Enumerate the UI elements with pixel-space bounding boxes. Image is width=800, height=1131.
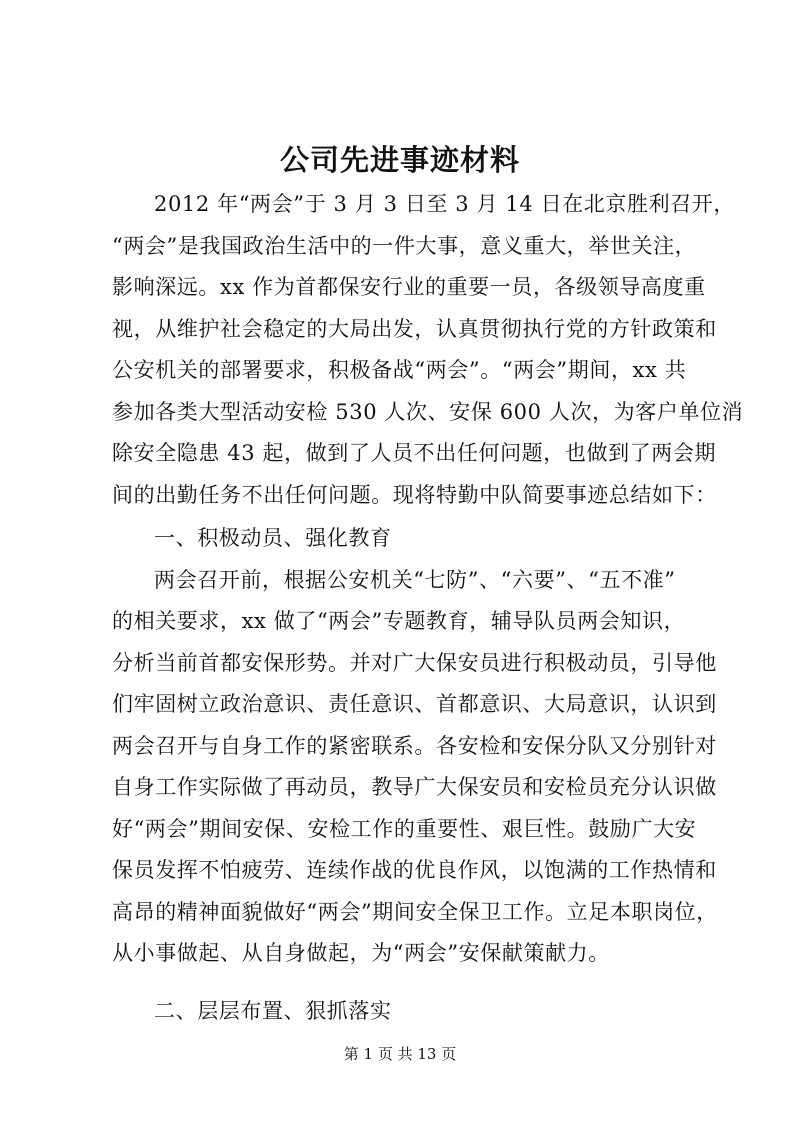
paragraph-line: 公安机关的部署要求，积极备战“两会”。“两会”期间，xx 共 xyxy=(112,358,687,382)
paragraph-line: 2012 年“两会”于 3 月 3 日至 3 月 14 日在北京胜利召开， xyxy=(154,192,735,216)
paragraph-line: 高昂的精神面貌做好“两会”期间安全保卫工作。立足本职岗位， xyxy=(112,899,718,924)
paragraph-line: 间的出勤任务不出任何问题。现将特勤中队简要事迹总结如下： xyxy=(112,482,717,507)
paragraph-line: 除安全隐患 43 起，做到了人员不出任何问题，也做到了两会期 xyxy=(112,441,717,465)
paragraph-line: 影响深远。xx 作为首都保安行业的重要一员，各级领导高度重 xyxy=(112,275,706,299)
section-heading: 一、积极动员、强化教育 xyxy=(154,526,392,550)
document-body xyxy=(112,184,744,1032)
paragraph-line: “两会”是我国政治生活中的一件大事，意义重大，举世关注， xyxy=(112,233,697,258)
paragraph-line: 两会召开前，根据公安机关“七防”、“六要”、“五不准” xyxy=(154,567,676,592)
paragraph-line: 分析当前首都安保形势。并对广大保安员进行积极动员，引导他 xyxy=(112,650,717,675)
paragraph-line: 两会召开与自身工作的紧密联系。各安检和安保分队又分别针对 xyxy=(112,733,717,758)
paragraph-line: 参加各类大型活动安检 530 人次、安保 600 人次，为客户单位消 xyxy=(112,399,744,424)
paragraph-line: 好“两会”期间安保、安检工作的重要性、艰巨性。鼓励广大安 xyxy=(112,816,697,841)
document-title: 公司先进事迹材料 xyxy=(279,143,520,177)
paragraph-line: 们牢固树立政治意识、责任意识、首都意识、大局意识，认识到 xyxy=(112,692,717,716)
section-heading: 二、层层布置、狠抓落实 xyxy=(154,998,392,1023)
page-footer: 第 1 页 共 13 页 xyxy=(343,1045,457,1063)
paragraph-line: 保员发挥不怕疲劳、连续作战的优良作风，以饱满的工作热情和 xyxy=(112,858,717,882)
paragraph-line: 的相关要求，xx 做了“两会”专题教育，辅导队员两会知识， xyxy=(112,609,686,633)
paragraph-line: 自身工作实际做了再动员，教导广大保安员和安检员充分认识做 xyxy=(112,775,717,799)
paragraph-line: 从小事做起、从自身做起，为“两会”安保献策献力。 xyxy=(112,941,610,965)
paragraph-line: 视，从维护社会稳定的大局出发，认真贯彻执行党的方针政策和 xyxy=(112,316,717,341)
